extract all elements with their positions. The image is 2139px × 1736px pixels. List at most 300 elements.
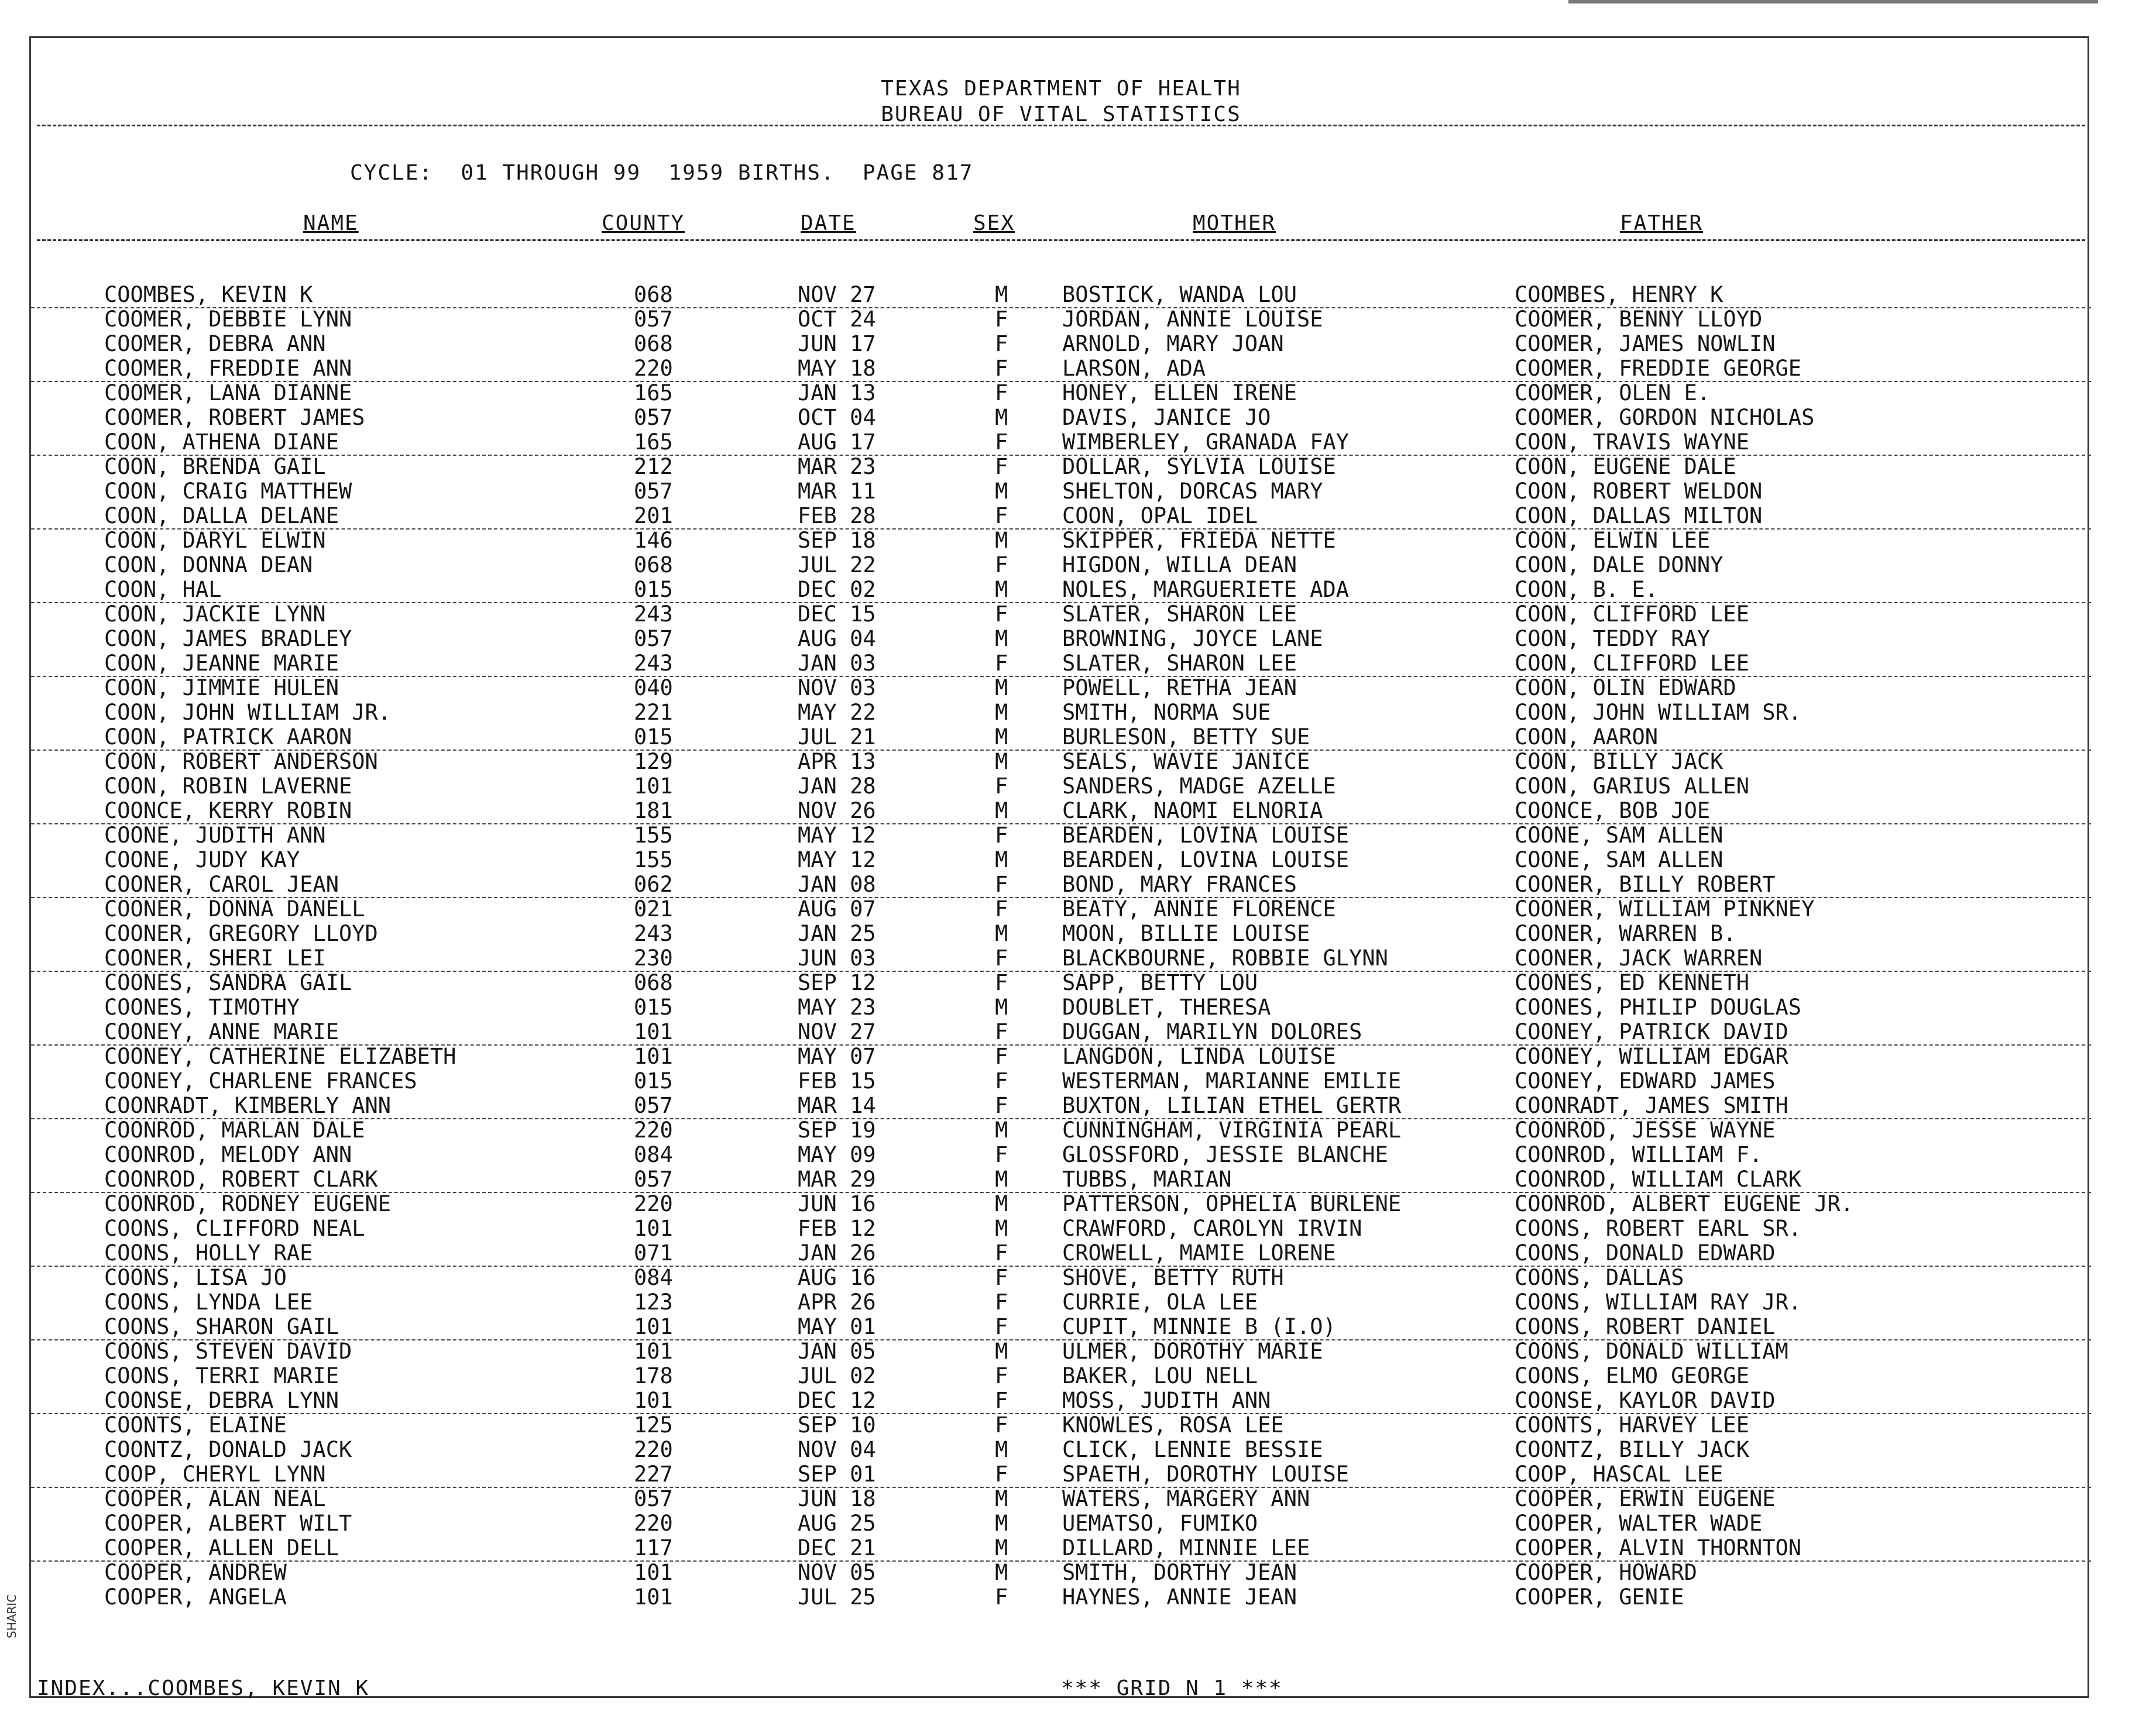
cell-father: COONS, DONALD EDWARD bbox=[1515, 1240, 1776, 1266]
cell-date: JAN 05 bbox=[798, 1339, 876, 1364]
column-header-rule bbox=[37, 239, 2085, 241]
cell-father: COON, BILLY JACK bbox=[1515, 749, 1723, 774]
cell-father: COON, ELWIN LEE bbox=[1515, 528, 1711, 553]
cell-date: SEP 12 bbox=[798, 970, 876, 995]
cell-date: SEP 18 bbox=[798, 528, 876, 553]
cell-county: 178 bbox=[634, 1363, 673, 1388]
cell-mother: CUNNINGHAM, VIRGINIA PEARL bbox=[1062, 1118, 1402, 1143]
table-row bbox=[31, 946, 2091, 972]
cell-date: MAR 14 bbox=[798, 1093, 876, 1118]
cell-father: COON, TRAVIS WAYNE bbox=[1515, 429, 1749, 455]
cell-mother: SMITH, DORTHY JEAN bbox=[1062, 1560, 1297, 1585]
cell-sex: F bbox=[995, 1068, 1008, 1094]
table-row bbox=[31, 479, 2091, 504]
cell-father: COON, OLIN EDWARD bbox=[1515, 675, 1736, 700]
cell-father: COON, JOHN WILLIAM SR. bbox=[1515, 700, 1802, 725]
cell-name: COOPER, ALBERT WILT bbox=[104, 1511, 352, 1536]
cell-county: 165 bbox=[634, 429, 673, 455]
cell-name: COONES, TIMOTHY bbox=[104, 995, 300, 1020]
cell-name: COOMER, ROBERT JAMES bbox=[104, 405, 365, 430]
table-row bbox=[31, 971, 2091, 995]
cell-sex: M bbox=[995, 675, 1008, 700]
cell-father: COON, DALE DONNY bbox=[1515, 552, 1723, 577]
cell-county: 101 bbox=[634, 1044, 673, 1069]
cell-mother: BEARDEN, LOVINA LOUISE bbox=[1062, 847, 1350, 872]
cell-father: COONROD, JESSE WAYNE bbox=[1515, 1118, 1776, 1143]
cell-date: MAY 07 bbox=[798, 1044, 876, 1069]
table-row bbox=[31, 651, 2091, 677]
header-department: TEXAS DEPARTMENT OF HEALTH bbox=[881, 77, 1241, 101]
cell-mother: NOLES, MARGUERIETE ADA bbox=[1062, 577, 1350, 602]
cell-county: 101 bbox=[634, 1216, 673, 1241]
cell-name: COON, DONNA DEAN bbox=[104, 552, 313, 577]
cell-date: DEC 21 bbox=[798, 1535, 876, 1560]
cell-county: 155 bbox=[634, 823, 673, 848]
cell-county: 068 bbox=[634, 282, 673, 307]
cell-county: 243 bbox=[634, 601, 673, 627]
cell-mother: HIGDON, WILLA DEAN bbox=[1062, 552, 1297, 577]
cell-mother: ULMER, DOROTHY MARIE bbox=[1062, 1339, 1323, 1364]
cell-father: COONER, WILLIAM PINKNEY bbox=[1515, 896, 1815, 922]
table-row bbox=[31, 1241, 2091, 1267]
cell-sex: M bbox=[995, 921, 1008, 946]
cell-mother: CLARK, NAOMI ELNORIA bbox=[1062, 798, 1323, 823]
cell-name: COONS, LYNDA LEE bbox=[104, 1290, 313, 1315]
cell-county: 230 bbox=[634, 946, 673, 971]
table-row bbox=[31, 1462, 2091, 1488]
cell-date: JAN 26 bbox=[798, 1240, 876, 1266]
cell-sex: M bbox=[995, 1339, 1008, 1364]
cell-sex: F bbox=[995, 601, 1008, 627]
cell-county: 071 bbox=[634, 1240, 673, 1266]
cell-father: COONE, SAM ALLEN bbox=[1515, 847, 1723, 872]
cell-name: COOMBES, KEVIN K bbox=[104, 282, 313, 307]
footer-grid: *** GRID N 1 *** bbox=[1061, 1676, 1283, 1700]
cell-name: COON, JIMMIE HULEN bbox=[104, 675, 339, 700]
cell-mother: WESTERMAN, MARIANNE EMILIE bbox=[1062, 1068, 1402, 1094]
cell-sex: F bbox=[995, 1093, 1008, 1118]
cell-father: COON, GARIUS ALLEN bbox=[1515, 774, 1749, 799]
cell-mother: SANDERS, MADGE AZELLE bbox=[1062, 774, 1336, 799]
cell-name: COON, JACKIE LYNN bbox=[104, 601, 326, 627]
cell-sex: M bbox=[995, 995, 1008, 1020]
table-row bbox=[31, 1216, 2091, 1241]
cell-name: COONCE, KERRY ROBIN bbox=[104, 798, 352, 823]
cell-mother: TUBBS, MARIAN bbox=[1062, 1167, 1232, 1192]
table-row bbox=[31, 1364, 2091, 1388]
cell-father: COOMER, JAMES NOWLIN bbox=[1515, 331, 1776, 356]
table-row bbox=[31, 602, 2091, 627]
cell-mother: PATTERSON, OPHELIA BURLENE bbox=[1062, 1191, 1402, 1216]
cell-sex: M bbox=[995, 1535, 1008, 1560]
cell-mother: ARNOLD, MARY JOAN bbox=[1062, 331, 1284, 356]
column-header-date: DATE bbox=[801, 211, 856, 235]
cell-sex: M bbox=[995, 528, 1008, 553]
cell-date: JUL 02 bbox=[798, 1363, 876, 1388]
top-edge-mark bbox=[1568, 0, 2098, 4]
cell-date: APR 13 bbox=[798, 749, 876, 774]
cell-sex: M bbox=[995, 1191, 1008, 1216]
cell-county: 084 bbox=[634, 1265, 673, 1290]
cell-county: 220 bbox=[634, 1118, 673, 1143]
cell-sex: M bbox=[995, 1437, 1008, 1462]
cell-sex: F bbox=[995, 1265, 1008, 1290]
cell-sex: F bbox=[995, 380, 1008, 405]
cell-county: 101 bbox=[634, 1388, 673, 1413]
cell-name: COON, CRAIG MATTHEW bbox=[104, 479, 352, 504]
cell-date: DEC 02 bbox=[798, 577, 876, 602]
cell-sex: F bbox=[995, 1314, 1008, 1339]
cell-name: COON, HAL bbox=[104, 577, 222, 602]
cell-father: COOPER, GENIE bbox=[1515, 1584, 1684, 1610]
table-row bbox=[31, 1020, 2091, 1046]
cell-mother: CRAWFORD, CAROLYN IRVIN bbox=[1062, 1216, 1362, 1241]
cell-mother: HAYNES, ANNIE JEAN bbox=[1062, 1584, 1297, 1610]
cell-county: 057 bbox=[634, 1486, 673, 1511]
cell-sex: F bbox=[995, 331, 1008, 356]
table-row bbox=[31, 528, 2091, 553]
cell-date: NOV 26 bbox=[798, 798, 876, 823]
cell-county: 068 bbox=[634, 552, 673, 577]
cell-date: MAY 23 bbox=[798, 995, 876, 1020]
footer-index: INDEX...COOMBES, KEVIN K bbox=[37, 1676, 370, 1700]
cell-date: AUG 16 bbox=[798, 1265, 876, 1290]
cell-father: COON, ROBERT WELDON bbox=[1515, 479, 1763, 504]
table-row bbox=[31, 1266, 2091, 1290]
cell-name: COONROD, RODNEY EUGENE bbox=[104, 1191, 392, 1216]
cell-county: 220 bbox=[634, 1437, 673, 1462]
cell-mother: SHELTON, DORCAS MARY bbox=[1062, 479, 1323, 504]
cell-county: 165 bbox=[634, 380, 673, 405]
cell-county: 243 bbox=[634, 921, 673, 946]
cell-name: COONS, TERRI MARIE bbox=[104, 1363, 339, 1388]
column-header-father: FATHER bbox=[1620, 211, 1704, 235]
table-row bbox=[31, 922, 2091, 946]
cell-name: COONROD, MELODY ANN bbox=[104, 1142, 352, 1167]
cell-mother: BURLESON, BETTY SUE bbox=[1062, 724, 1310, 750]
cell-sex: F bbox=[995, 552, 1008, 577]
table-row bbox=[31, 627, 2091, 651]
cell-county: 146 bbox=[634, 528, 673, 553]
cell-mother: LANGDON, LINDA LOUISE bbox=[1062, 1044, 1336, 1069]
cell-date: JAN 03 bbox=[798, 651, 876, 676]
column-header-mother: MOTHER bbox=[1193, 211, 1276, 235]
cell-name: COOPER, ALAN NEAL bbox=[104, 1486, 326, 1511]
cell-name: COOMER, LANA DIANNE bbox=[104, 380, 352, 405]
cell-county: 101 bbox=[634, 1314, 673, 1339]
cell-father: COOMER, BENNY LLOYD bbox=[1515, 307, 1763, 332]
cell-sex: M bbox=[995, 1118, 1008, 1143]
cell-county: 220 bbox=[634, 1191, 673, 1216]
cell-father: COONS, WILLIAM RAY JR. bbox=[1515, 1290, 1802, 1315]
cell-sex: F bbox=[995, 1142, 1008, 1167]
table-row bbox=[31, 283, 2091, 308]
cell-name: COON, ATHENA DIANE bbox=[104, 429, 339, 455]
cell-date: NOV 04 bbox=[798, 1437, 876, 1462]
cell-county: 057 bbox=[634, 1167, 673, 1192]
cell-date: MAY 18 bbox=[798, 356, 876, 381]
cell-name: COON, DALLA DELANE bbox=[104, 503, 339, 528]
cell-date: DEC 12 bbox=[798, 1388, 876, 1413]
cell-sex: F bbox=[995, 946, 1008, 971]
cell-name: COONROD, MARLAN DALE bbox=[104, 1118, 365, 1143]
cell-date: MAR 23 bbox=[798, 454, 876, 479]
table-row bbox=[31, 504, 2091, 530]
cell-mother: DUGGAN, MARILYN DOLORES bbox=[1062, 1019, 1362, 1044]
cell-date: JUL 22 bbox=[798, 552, 876, 577]
cell-sex: M bbox=[995, 626, 1008, 651]
cell-name: COOPER, ALLEN DELL bbox=[104, 1535, 339, 1560]
cell-mother: SLATER, SHARON LEE bbox=[1062, 651, 1297, 676]
cell-county: 101 bbox=[634, 1584, 673, 1610]
cell-name: COONES, SANDRA GAIL bbox=[104, 970, 352, 995]
table-row bbox=[31, 700, 2091, 725]
cell-name: COOMER, DEBBIE LYNN bbox=[104, 307, 352, 332]
table-row bbox=[31, 995, 2091, 1020]
cell-mother: BOND, MARY FRANCES bbox=[1062, 872, 1297, 897]
cell-county: 227 bbox=[634, 1462, 673, 1487]
cell-date: JAN 08 bbox=[798, 872, 876, 897]
cell-date: APR 26 bbox=[798, 1290, 876, 1315]
cell-county: 040 bbox=[634, 675, 673, 700]
cell-sex: M bbox=[995, 700, 1008, 725]
side-label: SHARIC bbox=[5, 1594, 19, 1638]
cell-father: COONROD, WILLIAM CLARK bbox=[1515, 1167, 1802, 1192]
cell-county: 181 bbox=[634, 798, 673, 823]
cell-sex: F bbox=[995, 872, 1008, 897]
cell-date: JAN 28 bbox=[798, 774, 876, 799]
cell-mother: DOUBLET, THERESA bbox=[1062, 995, 1271, 1020]
cell-date: NOV 05 bbox=[798, 1560, 876, 1585]
cell-mother: SAPP, BETTY LOU bbox=[1062, 970, 1258, 995]
cell-sex: M bbox=[995, 405, 1008, 430]
cell-mother: CUPIT, MINNIE B (I.O) bbox=[1062, 1314, 1336, 1339]
cell-father: COON, TEDDY RAY bbox=[1515, 626, 1711, 651]
cell-sex: M bbox=[995, 1560, 1008, 1585]
table-row bbox=[31, 1585, 2091, 1610]
table-row bbox=[31, 823, 2091, 848]
cell-father: COOP, HASCAL LEE bbox=[1515, 1462, 1723, 1487]
cell-county: 015 bbox=[634, 724, 673, 750]
cell-date: AUG 04 bbox=[798, 626, 876, 651]
cell-father: COONS, ROBERT EARL SR. bbox=[1515, 1216, 1802, 1241]
cell-date: JAN 13 bbox=[798, 380, 876, 405]
cell-name: COOMER, FREDDIE ANN bbox=[104, 356, 352, 381]
cell-mother: SLATER, SHARON LEE bbox=[1062, 601, 1297, 627]
cell-mother: BEARDEN, LOVINA LOUISE bbox=[1062, 823, 1350, 848]
cell-date: MAR 11 bbox=[798, 479, 876, 504]
cell-date: AUG 07 bbox=[798, 896, 876, 922]
cell-sex: F bbox=[995, 823, 1008, 848]
cell-name: COON, BRENDA GAIL bbox=[104, 454, 326, 479]
cell-father: COOPER, HOWARD bbox=[1515, 1560, 1697, 1585]
cell-sex: M bbox=[995, 479, 1008, 504]
cell-father: COOMBES, HENRY K bbox=[1515, 282, 1723, 307]
cell-name: COON, JAMES BRADLEY bbox=[104, 626, 352, 651]
cell-date: JUN 17 bbox=[798, 331, 876, 356]
cell-father: COONES, PHILIP DOUGLAS bbox=[1515, 995, 1802, 1020]
cell-mother: LARSON, ADA bbox=[1062, 356, 1206, 381]
cell-sex: F bbox=[995, 1240, 1008, 1266]
cell-county: 243 bbox=[634, 651, 673, 676]
cell-name: COOMER, DEBRA ANN bbox=[104, 331, 326, 356]
cell-name: COONS, HOLLY RAE bbox=[104, 1240, 313, 1266]
cell-name: COON, JOHN WILLIAM JR. bbox=[104, 700, 392, 725]
cell-father: COON, CLIFFORD LEE bbox=[1515, 651, 1749, 676]
cell-sex: F bbox=[995, 1462, 1008, 1487]
cell-father: COONER, JACK WARREN bbox=[1515, 946, 1763, 971]
cell-sex: M bbox=[995, 1486, 1008, 1511]
cell-father: COOPER, ALVIN THORNTON bbox=[1515, 1535, 1802, 1560]
cell-mother: UEMATSO, FUMIKO bbox=[1062, 1511, 1258, 1536]
cell-mother: HONEY, ELLEN IRENE bbox=[1062, 380, 1297, 405]
cell-sex: F bbox=[995, 774, 1008, 799]
cell-sex: F bbox=[995, 1412, 1008, 1438]
table-row bbox=[31, 405, 2091, 430]
table-row bbox=[31, 676, 2091, 700]
table-row bbox=[31, 577, 2091, 603]
cell-date: JUN 03 bbox=[798, 946, 876, 971]
cell-mother: KNOWLES, ROSA LEE bbox=[1062, 1412, 1284, 1438]
cell-father: COON, EUGENE DALE bbox=[1515, 454, 1736, 479]
table-row bbox=[31, 307, 2091, 332]
table-row bbox=[31, 1094, 2091, 1119]
cell-mother: WATERS, MARGERY ANN bbox=[1062, 1486, 1310, 1511]
cell-mother: CROWELL, MAMIE LORENE bbox=[1062, 1240, 1336, 1266]
cell-date: MAY 09 bbox=[798, 1142, 876, 1167]
cell-date: MAR 29 bbox=[798, 1167, 876, 1192]
cell-county: 101 bbox=[634, 1339, 673, 1364]
cell-county: 057 bbox=[634, 479, 673, 504]
cell-county: 062 bbox=[634, 872, 673, 897]
cell-mother: MOON, BILLIE LOUISE bbox=[1062, 921, 1310, 946]
cell-mother: SHOVE, BETTY RUTH bbox=[1062, 1265, 1284, 1290]
cell-name: COONER, CAROL JEAN bbox=[104, 872, 339, 897]
table-row bbox=[31, 799, 2091, 824]
cell-father: COONS, DALLAS bbox=[1515, 1265, 1684, 1290]
cell-date: SEP 10 bbox=[798, 1412, 876, 1438]
cell-sex: F bbox=[995, 1584, 1008, 1610]
cell-father: COONE, SAM ALLEN bbox=[1515, 823, 1723, 848]
cell-father: COONEY, PATRICK DAVID bbox=[1515, 1019, 1788, 1044]
table-row bbox=[31, 1339, 2091, 1364]
table-row bbox=[31, 430, 2091, 456]
cell-mother: WIMBERLEY, GRANADA FAY bbox=[1062, 429, 1350, 455]
cell-date: MAY 01 bbox=[798, 1314, 876, 1339]
table-row bbox=[31, 1388, 2091, 1414]
table-row bbox=[31, 1143, 2091, 1167]
cell-sex: F bbox=[995, 503, 1008, 528]
cell-sex: M bbox=[995, 749, 1008, 774]
cell-sex: M bbox=[995, 1167, 1008, 1192]
cell-sex: F bbox=[995, 1290, 1008, 1315]
cell-sex: M bbox=[995, 1511, 1008, 1536]
cell-county: 057 bbox=[634, 307, 673, 332]
cell-name: COONS, LISA JO bbox=[104, 1265, 287, 1290]
table-row bbox=[31, 848, 2091, 872]
table-row bbox=[31, 750, 2091, 774]
cell-sex: M bbox=[995, 724, 1008, 750]
cell-name: COONEY, ANNE MARIE bbox=[104, 1019, 339, 1044]
column-header-county: COUNTY bbox=[602, 211, 685, 235]
table-row bbox=[31, 1511, 2091, 1536]
cell-name: COONTZ, DONALD JACK bbox=[104, 1437, 352, 1462]
cell-date: AUG 17 bbox=[798, 429, 876, 455]
cell-sex: F bbox=[995, 896, 1008, 922]
cell-name: COOPER, ANDREW bbox=[104, 1560, 287, 1585]
cell-county: 212 bbox=[634, 454, 673, 479]
cell-date: MAY 22 bbox=[798, 700, 876, 725]
cell-mother: BOSTICK, WANDA LOU bbox=[1062, 282, 1297, 307]
cell-county: 221 bbox=[634, 700, 673, 725]
cell-county: 201 bbox=[634, 503, 673, 528]
table-row bbox=[31, 1118, 2091, 1143]
cell-mother: DILLARD, MINNIE LEE bbox=[1062, 1535, 1310, 1560]
cell-sex: F bbox=[995, 1019, 1008, 1044]
cell-county: 123 bbox=[634, 1290, 673, 1315]
cell-name: COON, ROBERT ANDERSON bbox=[104, 749, 378, 774]
table-row bbox=[31, 897, 2091, 922]
cell-date: OCT 24 bbox=[798, 307, 876, 332]
cell-date: JUL 25 bbox=[798, 1584, 876, 1610]
cell-father: COONCE, BOB JOE bbox=[1515, 798, 1711, 823]
cell-name: COONS, SHARON GAIL bbox=[104, 1314, 339, 1339]
cell-sex: F bbox=[995, 356, 1008, 381]
cell-mother: COON, OPAL IDEL bbox=[1062, 503, 1258, 528]
cell-mother: BEATY, ANNIE FLORENCE bbox=[1062, 896, 1336, 922]
cell-county: 117 bbox=[634, 1535, 673, 1560]
cell-date: SEP 01 bbox=[798, 1462, 876, 1487]
cell-mother: SKIPPER, FRIEDA NETTE bbox=[1062, 528, 1336, 553]
cell-father: COONS, ELMO GEORGE bbox=[1515, 1363, 1749, 1388]
cell-sex: F bbox=[995, 651, 1008, 676]
cell-name: COON, ROBIN LAVERNE bbox=[104, 774, 352, 799]
cell-county: 057 bbox=[634, 405, 673, 430]
cell-county: 057 bbox=[634, 626, 673, 651]
cell-date: OCT 04 bbox=[798, 405, 876, 430]
column-header-sex: SEX bbox=[973, 211, 1015, 235]
cell-father: COOMER, OLEN E. bbox=[1515, 380, 1711, 405]
table-row bbox=[31, 1536, 2091, 1562]
column-header-name: NAME bbox=[303, 211, 359, 235]
cell-father: COONER, WARREN B. bbox=[1515, 921, 1736, 946]
cell-name: COOPER, ANGELA bbox=[104, 1584, 287, 1610]
cell-father: COONTZ, BILLY JACK bbox=[1515, 1437, 1749, 1462]
cell-name: COONROD, ROBERT CLARK bbox=[104, 1167, 378, 1192]
cell-date: JAN 25 bbox=[798, 921, 876, 946]
cell-county: 129 bbox=[634, 749, 673, 774]
cell-mother: DOLLAR, SYLVIA LOUISE bbox=[1062, 454, 1336, 479]
cell-father: COONS, ROBERT DANIEL bbox=[1515, 1314, 1776, 1339]
table-row bbox=[31, 332, 2091, 356]
cell-father: COONEY, EDWARD JAMES bbox=[1515, 1068, 1776, 1094]
cell-date: SEP 19 bbox=[798, 1118, 876, 1143]
cell-sex: F bbox=[995, 1044, 1008, 1069]
cell-father: COONEY, WILLIAM EDGAR bbox=[1515, 1044, 1788, 1069]
cell-county: 015 bbox=[634, 995, 673, 1020]
cell-name: COONER, GREGORY LLOYD bbox=[104, 921, 378, 946]
cell-mother: GLOSSFORD, JESSIE BLANCHE bbox=[1062, 1142, 1388, 1167]
cell-sex: M bbox=[995, 847, 1008, 872]
printout-sheet bbox=[29, 36, 2089, 1698]
cell-mother: DAVIS, JANICE JO bbox=[1062, 405, 1271, 430]
table-row bbox=[31, 1290, 2091, 1315]
table-row bbox=[31, 1438, 2091, 1462]
cell-father: COOMER, GORDON NICHOLAS bbox=[1515, 405, 1815, 430]
cell-name: COONEY, CHARLENE FRANCES bbox=[104, 1068, 417, 1094]
cell-sex: F bbox=[995, 307, 1008, 332]
header-bureau: BUREAU OF VITAL STATISTICS bbox=[881, 102, 1241, 126]
